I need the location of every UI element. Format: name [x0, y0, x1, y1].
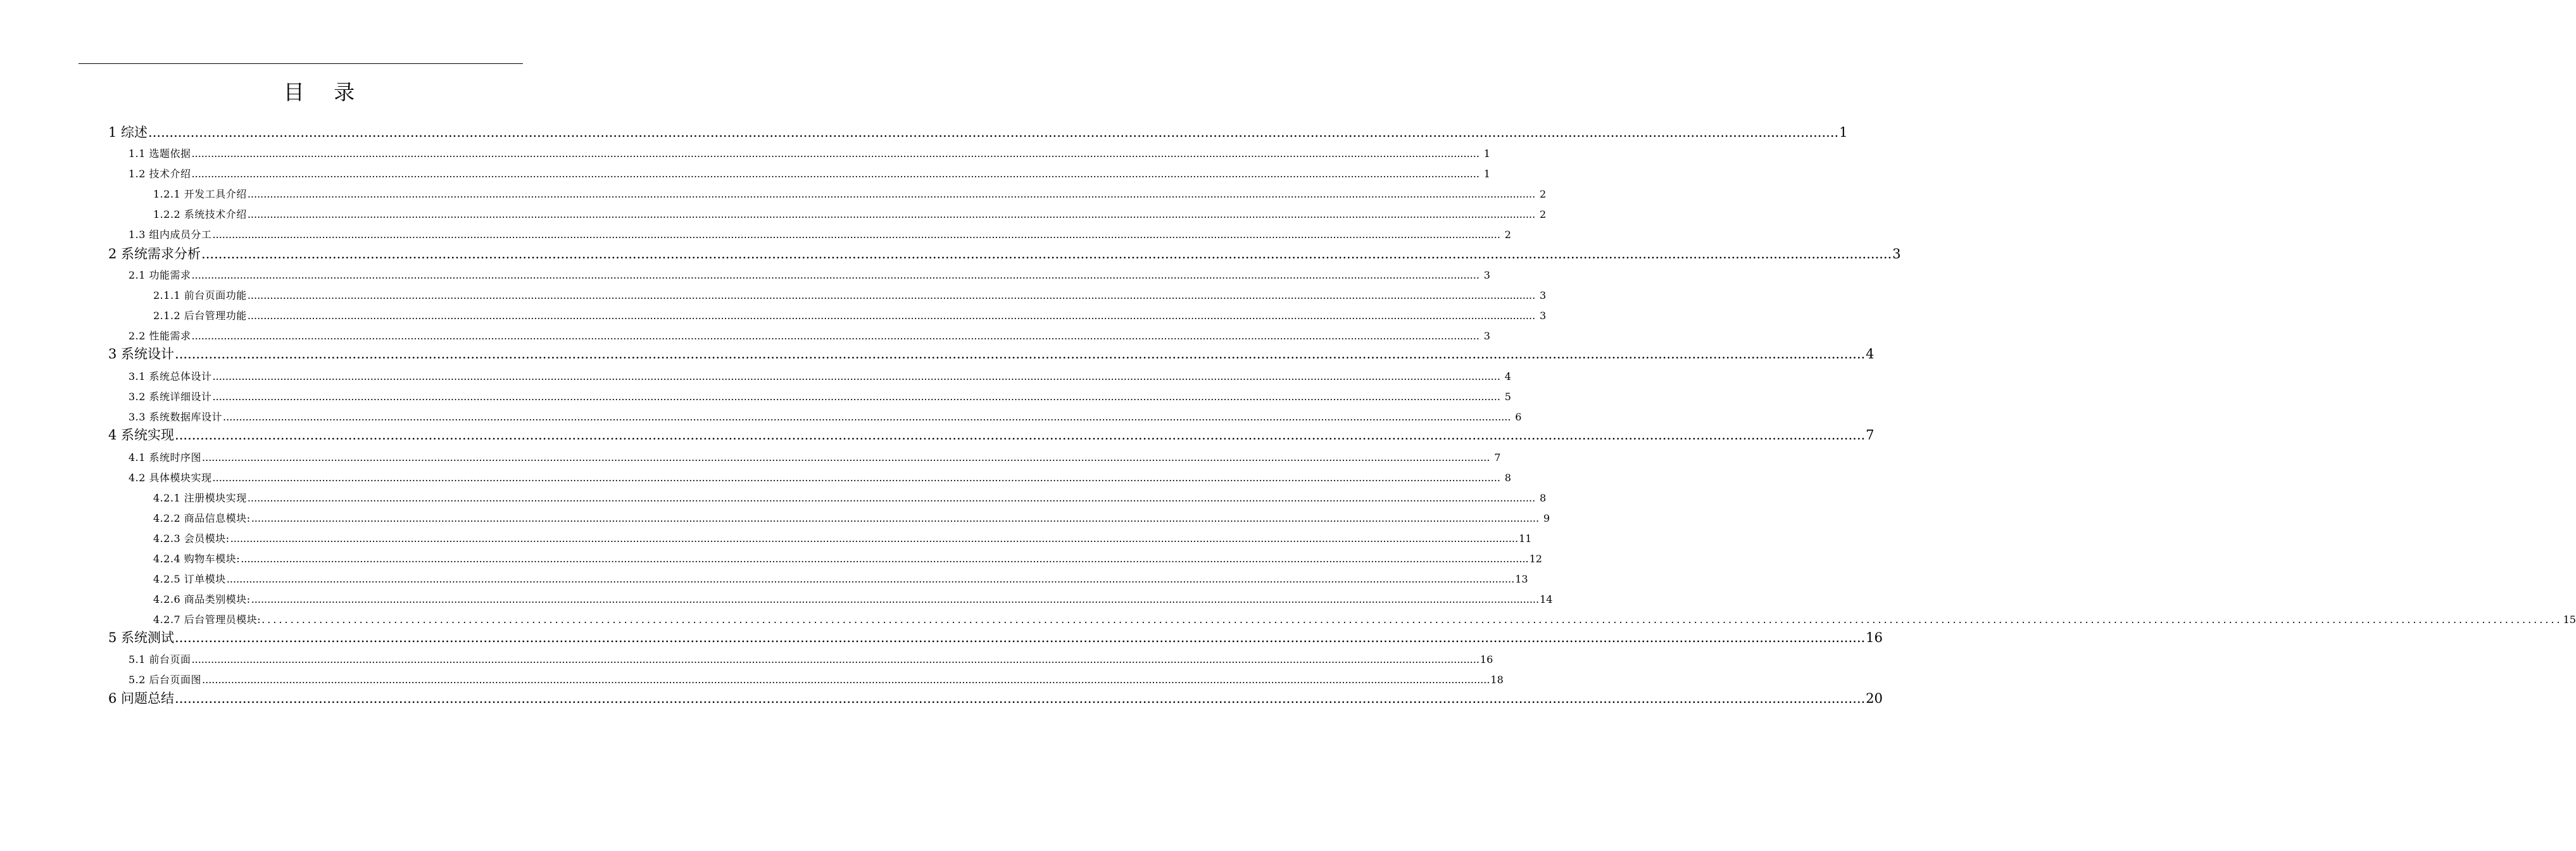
toc-dot-leader: ................................................................................................................................................................................................................................................................................................................................................................................................................: [175, 691, 1866, 706]
toc-entry[interactable]: [153, 206, 1547, 223]
toc-entry[interactable]: [153, 551, 1542, 567]
toc-entry-page: 3: [1483, 330, 1490, 342]
toc-entry-page: 5: [1504, 391, 1511, 403]
toc-entry-label: 3.2 系统详细设计: [129, 391, 212, 403]
toc-entry-page: 2: [1504, 229, 1511, 241]
toc-entry-page: 14: [1540, 593, 1553, 605]
toc-dot-leader: ................................................................................................................................................................................................................................................................................................................................................................................................................: [191, 269, 1480, 281]
toc-entry[interactable]: [153, 591, 1553, 608]
toc-entry-page: 20: [1866, 691, 1883, 706]
toc-entry-label: 4 系统实现: [108, 427, 175, 443]
toc-dot-leader: ................................................................................................................................................................................................................................................................................................................................................................................................................: [251, 593, 1540, 605]
toc-entry-page: 18: [1490, 674, 1504, 686]
toc-entry-label: 2 系统需求分析: [108, 246, 201, 262]
toc-entry-page: 8: [1540, 492, 1547, 504]
toc-entry-page: 1: [1483, 148, 1490, 160]
toc-title: 目 录: [283, 80, 367, 105]
toc-entry[interactable]: [129, 369, 1511, 385]
toc-entry-label: 1.3 组内成员分工: [129, 229, 212, 241]
toc-entry-page: 6: [1515, 411, 1522, 423]
toc-entry[interactable]: [153, 287, 1547, 304]
toc-entry-label: 5.2 后台页面图: [129, 674, 202, 686]
toc-dot-leader: ................................................................................................................................................................................................................................................................................................................................................................................................................: [191, 653, 1480, 665]
toc-entry-label: 1.2.2 系统技术介绍: [153, 208, 247, 220]
toc-entry-page: 16: [1480, 653, 1493, 665]
toc-entry-page: 15: [2563, 614, 2576, 626]
toc-dot-leader: ................................................................................................................................................................................................................................................................................................................................................................................................................: [247, 289, 1536, 301]
toc-entry-page: 3: [1540, 310, 1547, 322]
toc-entry-label: 4.2.1 注册模块实现: [153, 492, 247, 504]
toc-entry-page: 2: [1540, 208, 1547, 220]
toc-entry-label: 1.1 选题依据: [129, 148, 191, 160]
toc-entry-label: 4.2.7 后台管理员模块:: [153, 614, 261, 626]
toc-entry-label: 4.2.6 商品类别模块:: [153, 593, 251, 605]
toc-dot-leader: ................................................................................................................................................................................................................................................................................................................................................................................................................: [201, 246, 1892, 262]
toc-entry[interactable]: [108, 123, 1848, 142]
toc-entry-page: 3: [1540, 289, 1547, 301]
toc-dot-leader: ................................................................................................................................................................................................................................................................................................................................................................................................................: [202, 674, 1490, 686]
toc-entry-page: 1: [1483, 168, 1490, 180]
toc-entry[interactable]: [129, 450, 1501, 466]
toc-entry[interactable]: [153, 490, 1547, 507]
toc-dot-leader: ................................................................................................................................................................................................................................................................................................................................................................................................................: [251, 512, 1540, 524]
toc-entry-label: 1.2 技术介绍: [129, 168, 191, 180]
toc-entry-label: 4.2.3 会员模块:: [153, 533, 230, 545]
toc-dot-leader: ................................................................................................................................................................................................................................................................................................................................................................................................................: [212, 472, 1500, 484]
toc-dot-leader: ................................................................................................................................................................................................................................................................................................................................................................................................................: [191, 148, 1480, 160]
toc-entry[interactable]: [108, 344, 1875, 363]
toc-dot-leader: ................................................................................................................................................................................................................................................................................................................................................................................................................: [175, 346, 1866, 362]
toc-dot-leader: ................................................................................................................................................................................................................................................................................................................................................................................................................: [230, 533, 1519, 545]
toc-entry-label: 3 系统设计: [108, 346, 175, 362]
toc-entry-page: 4: [1866, 346, 1875, 362]
toc-entry-page: 2: [1540, 188, 1547, 200]
toc-entry-page: 8: [1504, 472, 1511, 484]
toc-entry[interactable]: [108, 244, 1901, 263]
toc-dot-leader: ................................................................................................................................................................................................................................................................................................................................................................................................................: [212, 370, 1500, 382]
toc-entry[interactable]: [129, 389, 1511, 405]
toc-dot-leader: ................................................................................................................................................................................................................................................................................................................................................................................................................: [247, 188, 1536, 200]
toc-entry-label: 4.2.5 订单模块: [153, 573, 226, 585]
toc-entry[interactable]: [108, 628, 1883, 647]
toc-entry[interactable]: [129, 146, 1490, 162]
toc-entry-label: 5 系统测试: [108, 630, 175, 645]
toc-dot-leader: ................................................................................................................................................................................................................................................................................................................................................................................................................: [191, 330, 1480, 342]
toc-entry-label: 1.2.1 开发工具介绍: [153, 188, 247, 200]
toc-entry-page: 3: [1483, 269, 1490, 281]
toc-dot-leader: ................................................................................................................................................................................................................................................................................................................................................................................................................: [202, 451, 1490, 463]
toc-entry-label: 4.2.4 购物车模块:: [153, 553, 241, 565]
toc-entry-label: 3.1 系统总体设计: [129, 370, 212, 382]
toc-dot-leader: ................................................................................................................................................................................................................................................................................................................................................................................................................: [148, 125, 1839, 140]
toc-entry-label: 2.1.1 前台页面功能: [153, 289, 247, 301]
toc-entry[interactable]: [129, 328, 1490, 344]
toc-entry[interactable]: [153, 531, 1532, 547]
toc-entry-label: 1 综述: [108, 125, 148, 140]
toc-entry[interactable]: [129, 267, 1490, 284]
toc-entry[interactable]: [153, 186, 1547, 203]
toc-entry[interactable]: [108, 689, 1883, 708]
toc-entry[interactable]: [129, 166, 1490, 182]
toc-entry-page: 1: [1839, 125, 1848, 140]
toc-entry-page: 12: [1529, 553, 1542, 565]
toc-entry[interactable]: [129, 227, 1511, 243]
toc-dot-leader: ................................................................................................................................................................................................................................................................................................................................................................................................................: [241, 553, 1529, 565]
toc-entry[interactable]: [153, 308, 1547, 324]
toc-entry-page: 7: [1866, 427, 1875, 443]
toc-entry-page: 13: [1515, 573, 1528, 585]
toc-entry-label: 4.2.2 商品信息模块:: [153, 512, 251, 524]
toc-entry-label: 2.1 功能需求: [129, 269, 191, 281]
toc-dot-leader: ................................................................................................................................................................................................................................................................................................................................................................................................................: [223, 411, 1511, 423]
toc-entry-label: 6 问题总结: [108, 691, 175, 706]
toc-entry-page: 9: [1543, 512, 1550, 524]
toc-dot-leader: ................................................................................................................................................................................................................................................................................................................................................................................................................: [175, 630, 1866, 645]
toc-dot-leader: ................................................................................................................................................................................................................................................................................................................................................................................................................: [191, 168, 1480, 180]
toc-entry[interactable]: [129, 652, 1493, 668]
toc-entry[interactable]: [153, 571, 1528, 588]
toc-dot-leader: ................................................................................................................................................................................................................................................................................................................................................................................................................: [175, 427, 1866, 443]
toc-entry[interactable]: [129, 672, 1504, 688]
toc-dot-leader: ................................................................................................................................................................................................................................................................................................................................................................................................................: [212, 229, 1500, 241]
toc-entry[interactable]: [129, 409, 1522, 426]
toc-entry[interactable]: [108, 426, 1875, 444]
toc-dot-leader: ................................................................................................................................................................................................................................................................................................................................................................................................................: [247, 492, 1536, 504]
toc-dot-leader: ................................................................................................................................................................................................................................................................................................................................................................................................................: [212, 391, 1500, 403]
toc-entry-label: 3.3 系统数据库设计: [129, 411, 223, 423]
toc-entry-label: 4.2 具体模块实现: [129, 472, 212, 484]
toc-dot-leader: ................................................................................................................................................................................................................................................................................................................................................................................................................: [226, 573, 1515, 585]
toc-entry[interactable]: [153, 612, 2576, 628]
toc-entry-label: 2.1.2 后台管理功能: [153, 310, 247, 322]
toc-dot-leader: ................................................................................................................................................................................................................................................................................................................................................................................................................: [261, 614, 2563, 626]
toc-dot-leader: ................................................................................................................................................................................................................................................................................................................................................................................................................: [247, 310, 1536, 322]
toc-entry-label: 2.2 性能需求: [129, 330, 191, 342]
toc-entry-page: 16: [1866, 630, 1883, 645]
toc-entry-page: 11: [1519, 533, 1532, 545]
toc-entry[interactable]: [129, 470, 1511, 486]
toc-entry-page: 4: [1504, 370, 1511, 382]
toc-entry-page: 3: [1892, 246, 1901, 262]
toc-dot-leader: ................................................................................................................................................................................................................................................................................................................................................................................................................: [247, 208, 1536, 220]
toc-entry-label: 5.1 前台页面: [129, 653, 191, 665]
toc-entry[interactable]: [153, 510, 1550, 527]
toc-entry-label: 4.1 系统时序图: [129, 451, 202, 463]
toc-entry-page: 7: [1494, 451, 1501, 463]
